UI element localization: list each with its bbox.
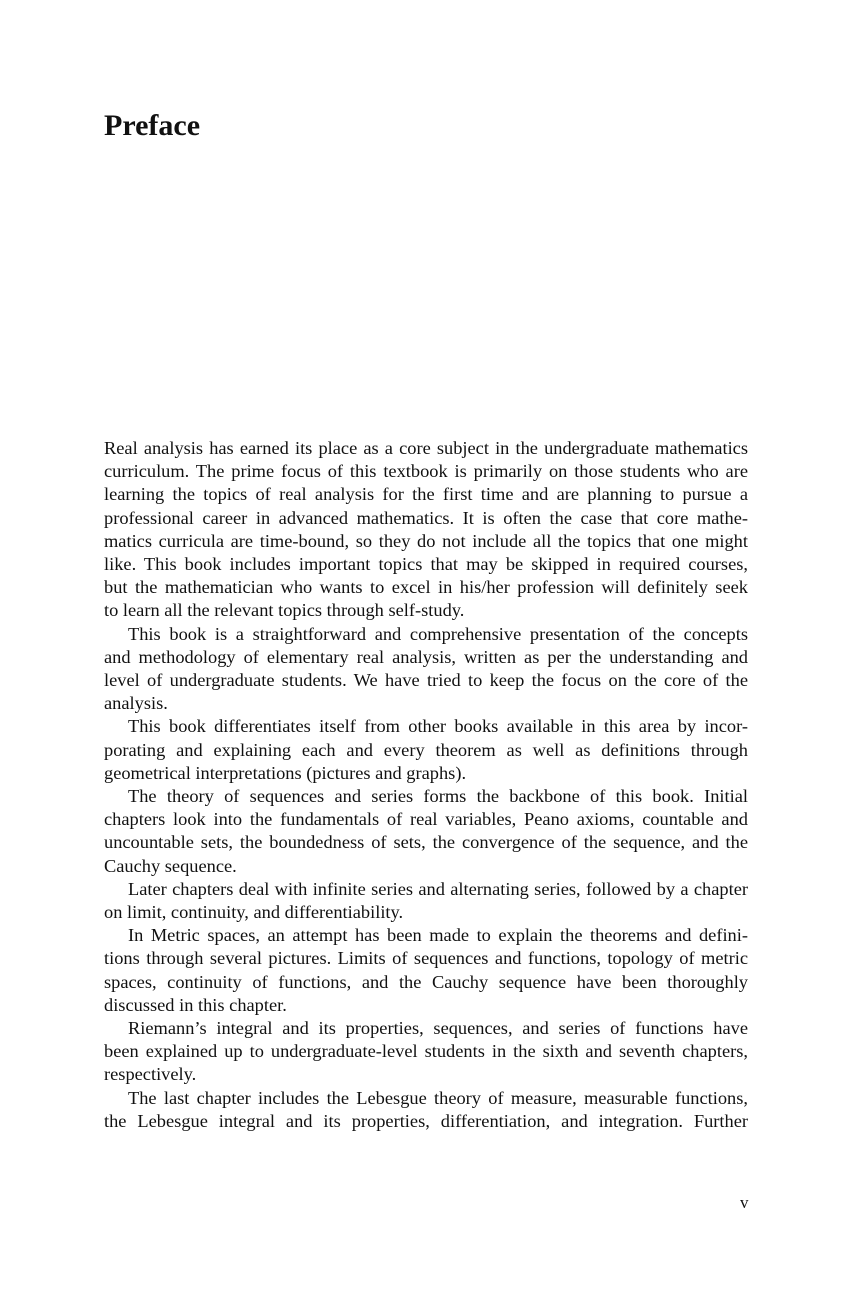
text-line: geometrical interpretations (pictures and graphs). [104,762,467,783]
text-line: discussed in this chapter. [104,994,287,1015]
text-line: This book differentiates itself from other books available in this area by incor- [128,716,748,737]
text-line: on limit, continuity, and differentiability. [104,902,404,923]
text-line: matics curricula are time-bound, so they do not include all the topics that one might [104,530,748,551]
paragraph [104,1017,748,1087]
page-title: Preface [104,109,201,142]
text-line: Real analysis has earned its place as a core subject in the undergraduate mathematics [104,438,748,458]
text-line: respectively. [104,1064,197,1085]
text-line: In Metric spaces, an attempt has been made to explain the theorems and defini- [128,925,748,946]
paragraph [104,437,748,623]
text-line: professional career in advanced mathematics. It is often the case that core mathe- [104,507,748,528]
text-line: porating and explaining each and every theorem as well as definitions through [104,739,748,760]
text-line: level of undergraduate students. We have tried to keep the focus on the core of the [104,670,748,691]
text-line: to learn all the relevant topics through self-study. [104,600,465,621]
text-line: curriculum. The prime focus of this textbook is primarily on those students who are [104,461,748,482]
text-line: like. This book includes important topics that may be skipped in required courses, [104,554,748,575]
preface-body [104,437,748,1133]
paragraph [104,1087,748,1133]
text-line: Cauchy sequence. [104,855,237,876]
text-line: learning the topics of real analysis for the first time and are planning to pursue a [104,484,748,505]
text-line: the Lebesgue integral and its properties, differentiation, and integration. Further [104,1110,748,1131]
text-line: but the mathematician who wants to excel in his/her profession will definitely seek [104,577,748,598]
text-line: spaces, continuity of functions, and the Cauchy sequence have been thoroughly [104,971,748,992]
text-line: Later chapters deal with infinite series and alternating series, followed by a chapter [128,878,748,899]
text-line: The last chapter includes the Lebesgue theory of measure, measurable functions, [128,1087,748,1108]
text-line: and methodology of elementary real analysis, written as per the understanding and [104,646,748,667]
page-number: v [740,1193,749,1212]
paragraph [104,623,748,716]
paragraph [104,715,748,785]
text-line: The theory of sequences and series forms the backbone of this book. Initial [128,786,748,807]
paragraph [104,924,748,1017]
text-line: uncountable sets, the boundedness of sets, the convergence of the sequence, and the [104,832,748,853]
paragraph [104,785,748,878]
text-line: been explained up to undergraduate-level students in the sixth and seventh chapters, [104,1041,748,1062]
text-line: This book is a straightforward and comprehensive presentation of the concepts [128,623,748,644]
text-line: analysis. [104,693,168,714]
paragraph [104,878,748,924]
text-line: tions through several pictures. Limits of sequences and functions, topology of metric [104,948,748,969]
text-line: chapters look into the fundamentals of real variables, Peano axioms, countable and [104,809,748,830]
text-line: Riemann’s integral and its properties, sequences, and series of functions have [128,1018,748,1039]
